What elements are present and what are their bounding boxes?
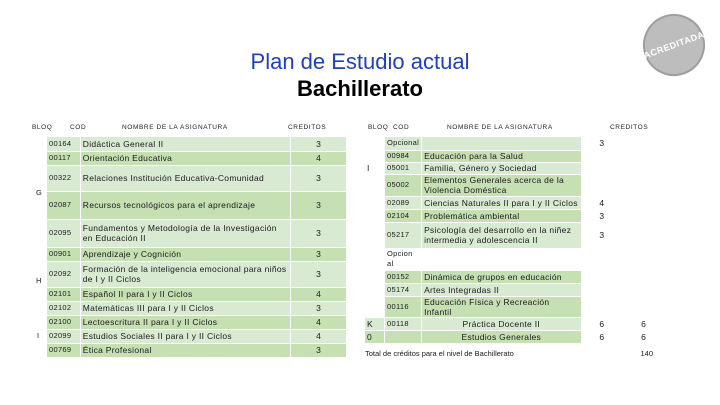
block-label <box>365 283 385 296</box>
page-subtitle: Bachillerato <box>297 76 423 101</box>
block-label <box>365 137 385 150</box>
course-code: 00164 <box>47 137 80 151</box>
table-row <box>365 330 665 343</box>
block-label: I <box>365 162 385 174</box>
course-credits <box>581 150 623 162</box>
table-row <box>365 150 665 162</box>
course-code: 05002 <box>385 174 422 196</box>
course-name: Educación para la Salud <box>422 150 581 162</box>
course-credits: 4 <box>291 287 347 301</box>
course-code: 05001 <box>385 162 422 174</box>
course-credits: 3 <box>291 137 347 151</box>
course-name: Matemáticas III para I y II Ciclos <box>80 301 291 315</box>
table-row <box>365 317 665 330</box>
course-code <box>385 330 422 343</box>
right-course-table <box>365 137 665 344</box>
course-code: 00322 <box>47 165 80 191</box>
course-name: Elementos Generales acerca de la Violencia Doméstica <box>422 174 581 196</box>
header-bloq-left: BLOQ <box>32 124 53 131</box>
header-cred-left: CREDITOS <box>288 124 327 131</box>
block-label-g: G <box>36 188 42 197</box>
course-credits: 3 <box>581 222 623 248</box>
course-name: Recursos tecnológicos para el aprendizaje <box>80 191 291 219</box>
course-name: Ética Profesional <box>80 343 291 357</box>
table-row <box>365 222 665 248</box>
table-row <box>365 196 665 209</box>
course-code: 02100 <box>47 315 80 329</box>
header-name-right: NOMBRE DE LA ASIGNATURA <box>447 124 553 131</box>
block-label <box>365 270 385 283</box>
course-name: Lectoescritura II para I y II Ciclos <box>80 315 291 329</box>
table-row <box>47 287 347 301</box>
table-row <box>365 296 665 317</box>
course-credits-total: 6 <box>623 330 665 343</box>
course-code: 00984 <box>385 150 422 162</box>
course-name: Estudios Generales <box>422 330 581 343</box>
table-row <box>365 162 665 174</box>
header-cod-left: COD <box>70 124 87 131</box>
course-credits-total: 6 <box>623 317 665 330</box>
course-credits: 3 <box>581 137 623 150</box>
course-name: Fundamentos y Metodología de la Investigación en Educación II <box>80 219 291 247</box>
total-credits-row <box>365 349 665 358</box>
course-credits: 3 <box>291 165 347 191</box>
table-row <box>47 151 347 165</box>
total-credits-label: Total de créditos para el nivel de Bachillerato <box>365 349 514 358</box>
course-code: 02104 <box>385 209 422 222</box>
course-name: Psicología del desarrollo en la niñez intermedia y adolescencia II <box>422 222 581 248</box>
course-code: 02102 <box>47 301 80 315</box>
course-code: 02095 <box>47 219 80 247</box>
table-row <box>47 301 347 315</box>
total-credits-value: 140 <box>640 349 653 358</box>
table-row <box>47 137 347 151</box>
course-name: Dinámica de grupos en educación <box>422 270 581 283</box>
course-credits <box>581 270 623 283</box>
course-credits: 3 <box>581 209 623 222</box>
course-code: 02092 <box>47 261 80 287</box>
table-row <box>47 165 347 191</box>
course-credits: 4 <box>291 151 347 165</box>
course-credits <box>581 174 623 196</box>
course-code: 00116 <box>385 296 422 317</box>
course-credits <box>581 248 623 270</box>
table-row <box>365 270 665 283</box>
course-code: 05174 <box>385 283 422 296</box>
course-name: Didáctica General II <box>80 137 291 151</box>
header-cod-right: COD <box>393 124 410 131</box>
course-credits: 3 <box>291 191 347 219</box>
course-code: 02089 <box>385 196 422 209</box>
course-code: 00118 <box>385 317 422 330</box>
course-name: Español II para I y II Ciclos <box>80 287 291 301</box>
table-row <box>47 329 347 343</box>
table-row <box>365 137 665 150</box>
table-row <box>47 315 347 329</box>
course-credits: 3 <box>291 301 347 315</box>
course-name: Formación de la inteligencia emocional para niños de I y II Ciclos <box>80 261 291 287</box>
course-name: Orientación Educativa <box>80 151 291 165</box>
table-row <box>365 283 665 296</box>
block-label: K <box>365 317 385 330</box>
block-label <box>365 248 385 270</box>
page-title: Plan de Estudio actual <box>250 49 470 74</box>
header-bloq-right: BLOQ <box>368 124 389 131</box>
seal-text: ACREDITADA <box>642 29 706 61</box>
course-code: 00769 <box>47 343 80 357</box>
table-row <box>365 209 665 222</box>
course-credits: 3 <box>291 247 347 261</box>
course-credits: 3 <box>291 343 347 357</box>
header-cred-right: CREDITOS <box>610 124 649 131</box>
course-name <box>422 248 581 270</box>
course-name: Familia, Género y Sociedad <box>422 162 581 174</box>
course-credits: 3 <box>291 219 347 247</box>
table-row <box>47 261 347 287</box>
course-code: Opcional <box>385 137 422 150</box>
table-row <box>47 219 347 247</box>
course-code: Opcion al <box>385 248 422 270</box>
table-row <box>47 343 347 357</box>
block-label <box>365 209 385 222</box>
course-code: 00117 <box>47 151 80 165</box>
course-credits: 4 <box>291 315 347 329</box>
block-label <box>365 296 385 317</box>
block-label-i: I <box>37 331 40 340</box>
block-label <box>365 196 385 209</box>
course-code: 00152 <box>385 270 422 283</box>
header-name-left: NOMBRE DE LA ASIGNATURA <box>122 124 228 131</box>
course-credits: 4 <box>581 196 623 209</box>
table-row <box>47 247 347 261</box>
course-credits: 4 <box>291 329 347 343</box>
course-name: Relaciones Institución Educativa-Comunidad <box>80 165 291 191</box>
block-label <box>365 222 385 248</box>
course-name: Educación Física y Recreación Infantil <box>422 296 581 317</box>
table-row <box>365 248 665 270</box>
course-code: 05217 <box>385 222 422 248</box>
course-name <box>422 137 581 150</box>
block-label: 0 <box>365 330 385 343</box>
course-credits <box>581 296 623 317</box>
course-name: Problemática ambiental <box>422 209 581 222</box>
course-credits <box>581 283 623 296</box>
left-course-table <box>47 137 347 358</box>
table-row <box>365 174 665 196</box>
course-name: Ciencias Naturales II para I y II Ciclos <box>422 196 581 209</box>
block-label <box>365 174 385 196</box>
course-credits: 3 <box>291 261 347 287</box>
course-name: Estudios Sociales II para I y II Ciclos <box>80 329 291 343</box>
course-credits <box>581 162 623 174</box>
course-credits: 6 <box>581 317 623 330</box>
course-name: Aprendizaje y Cognición <box>80 247 291 261</box>
block-label <box>365 150 385 162</box>
course-name: Práctica Docente II <box>422 317 581 330</box>
course-code: 02099 <box>47 329 80 343</box>
block-label-h: H <box>36 276 42 285</box>
course-code: 02087 <box>47 191 80 219</box>
course-name: Artes Integradas II <box>422 283 581 296</box>
course-code: 02101 <box>47 287 80 301</box>
course-code: 00901 <box>47 247 80 261</box>
course-credits: 6 <box>581 330 623 343</box>
table-row <box>47 191 347 219</box>
